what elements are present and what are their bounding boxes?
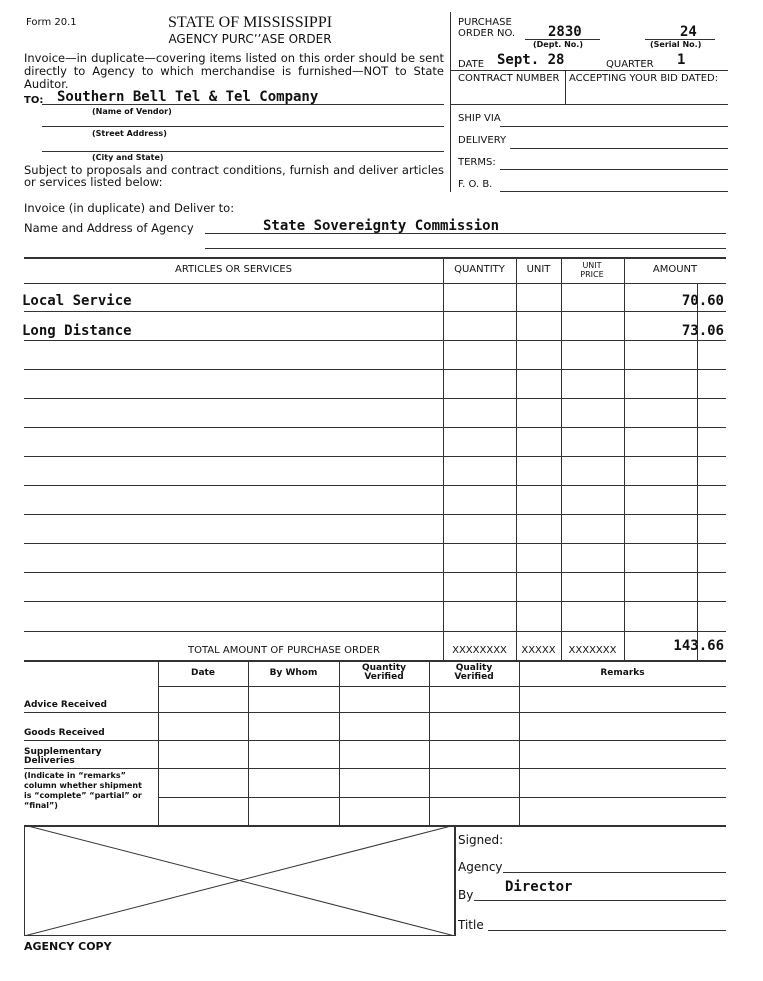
contract-number-label: CONTRACT NUMBER [458,73,560,84]
total-quantity-blank: XXXXXXXX [452,645,507,656]
city-caption: (City and State) [92,153,164,162]
quarter-value: 1 [677,52,686,68]
bid-dated-label: ACCEPTING YOUR BID DATED: [569,73,719,84]
receipt-header-date: Date [191,668,215,678]
quarter-label: QUARTER [606,59,654,70]
total-unit-price-blank: XXXXXXX [568,645,617,656]
subject-text: Subject to proposals and contract conditions, furnish and deliver articles or services listed below: [24,163,444,189]
vendor-name: Southern Bell Tel & Tel Company [57,89,319,105]
total-label: TOTAL AMOUNT OF PURCHASE ORDER [188,645,380,656]
dept-caption: (Dept. No.) [533,40,583,49]
agency-name: State Sovereignty Commission [263,218,500,234]
date-label: DATE [458,59,485,70]
sign-title-label: Title [458,918,484,932]
header-unit: UNIT [526,264,551,275]
fob-label: F. O. B. [458,179,493,190]
row-amount: 73.06 [681,323,724,339]
receipt-header-remarks: Remarks [600,668,645,678]
dept-no: 2830 [548,24,582,40]
terms-label: TERMS: [458,157,496,168]
agency-copy-label: AGENCY COPY [24,940,112,953]
sign-by-value: Director [505,879,573,895]
header-quantity: QUANTITY [454,264,505,275]
agency-address-label: Name and Address of Agency [24,221,194,235]
row-article: Long Distance [22,323,132,339]
receipt-row-label: Advice Received [24,700,107,710]
ship-via-label: SHIP VIA [458,113,501,124]
serial-no: 24 [680,24,697,40]
receipt-row-label: Goods Received [24,728,105,738]
serial-caption: (Serial No.) [650,40,702,49]
header-amount: AMOUNT [652,264,698,275]
receipt-row-label: Supplementary Deliveries [24,747,102,766]
sign-by-label: By [458,888,474,902]
delivery-label: DELIVERY [458,135,507,146]
date-value: Sept. 28 [497,52,565,68]
receipt-header-quantity-verified: Quantity Verified [361,663,407,682]
header-articles: ARTICLES OR SERVICES [174,264,293,275]
vendor-name-caption: (Name of Vendor) [92,107,172,116]
form-title: STATE OF MISSISSIPPI [167,14,333,31]
total-unit-blank: XXXXX [521,645,556,656]
header-divider [450,12,451,192]
po-label: PURCHASE ORDER NO. [458,17,516,39]
signed-label: Signed: [458,833,504,847]
sign-agency-label: Agency [458,860,503,874]
invoice-deliver-line: Invoice (in duplicate) and Deliver to: [24,201,235,215]
crossed-out-box [24,825,455,936]
form-subtitle: AGENCY PURCʼʼASE ORDER [168,32,332,46]
total-amount: 143.66 [673,638,724,654]
instructions-text: Invoice—in duplicate—covering items listed on this order should be sent directly to Agency to which merchandise is furnished—NOT to State Auditor. [24,51,444,91]
street-caption: (Street Address) [92,129,167,138]
receipt-note: (Indicate in “remarks” column whether shipment is “complete” “partial” or “final”) [24,771,142,810]
header-unit-price: UNIT PRICE [580,261,604,279]
receipt-header-quality-verified: Quality Verified [454,663,494,682]
row-article: Local Service [22,293,132,309]
receipt-header-by-whom: By Whom [269,668,318,678]
to-label: TO: [24,95,44,106]
row-amount: 70.60 [681,293,724,309]
form-number: Form 20.1 [26,17,77,28]
